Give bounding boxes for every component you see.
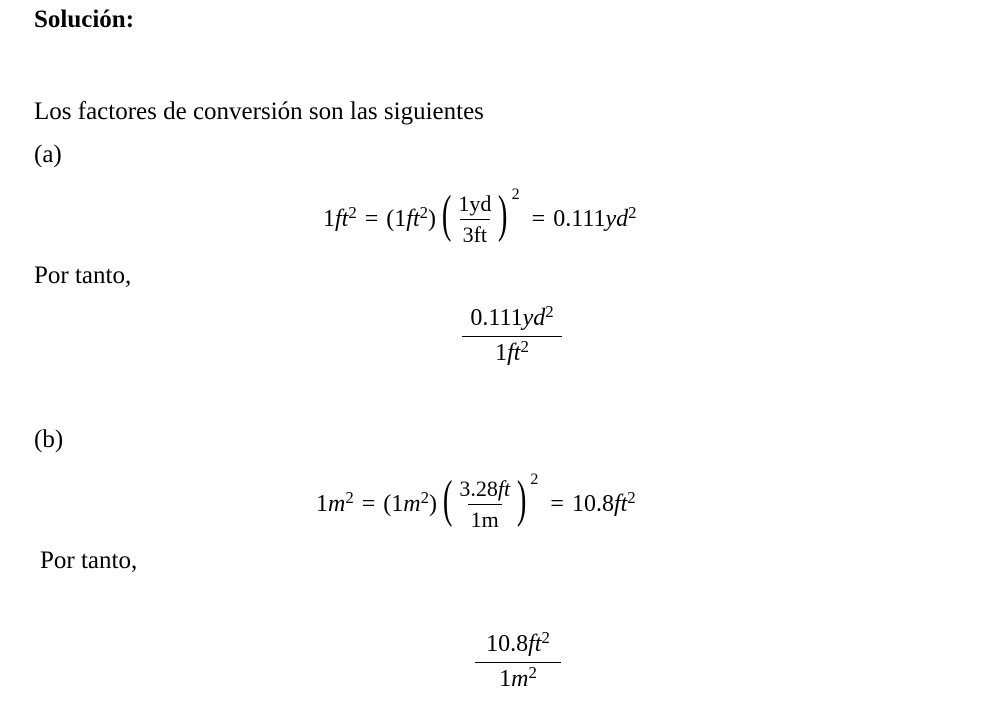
factor-b-num: $10.8ft^2$ (486, 628, 550, 657)
factor-a-fraction (462, 302, 562, 367)
eq-b-frac-num: 3.28ft (459, 476, 511, 502)
eq-a-inner: $(1ft^2)$ (386, 202, 437, 232)
eq-b-equals-2: = (550, 490, 564, 517)
eq-a-paren-open: ( (441, 186, 452, 243)
eq-a-frac-den: 3ft (460, 219, 490, 247)
eq-a-paren-close: ) (498, 186, 508, 243)
eq-b-outer-exp: 2 (530, 471, 539, 488)
factor-a-num: $0.111yd^2$ (470, 302, 554, 331)
therefore-b: Por tanto, (40, 547, 138, 574)
eq-a-fraction (455, 191, 494, 247)
eq-a-result: $0.111yd^2$ (553, 202, 637, 232)
factor-b-den: $1m^2$ (475, 662, 561, 694)
eq-a-frac-num: 1yd (458, 191, 492, 217)
equation-a (323, 184, 636, 254)
factor-a-den: $1ft^2$ (462, 336, 562, 368)
therefore-a: Por tanto, (34, 262, 132, 289)
factor-b-fraction (475, 628, 561, 693)
part-b-label: (b) (34, 426, 64, 453)
eq-a-lhs: $1ft^2$ (323, 202, 357, 232)
eq-b-paren-open: ( (442, 471, 453, 528)
factor-a (462, 302, 562, 367)
heading: Solución: (34, 6, 135, 33)
eq-b-frac-den: 1m (468, 504, 502, 532)
eq-b-equals-1: = (361, 490, 376, 517)
eq-a-equals-2: = (531, 205, 546, 232)
eq-a-equals-1: = (364, 205, 379, 232)
eq-b-paren-close: ) (516, 471, 527, 528)
intro-text: Los factores de conversión son las siguientes (34, 98, 484, 125)
part-a-label: (a) (34, 141, 62, 168)
eq-a-outer-exp: 2 (511, 186, 520, 203)
eq-b-inner: $(1m^2)$ (383, 487, 438, 517)
eq-b-result: $10.8ft^2$ (571, 487, 636, 517)
eq-b-fraction (456, 476, 513, 532)
equation-b (316, 469, 636, 539)
factor-b (470, 628, 566, 693)
eq-b-lhs: $1m^2$ (316, 487, 354, 517)
